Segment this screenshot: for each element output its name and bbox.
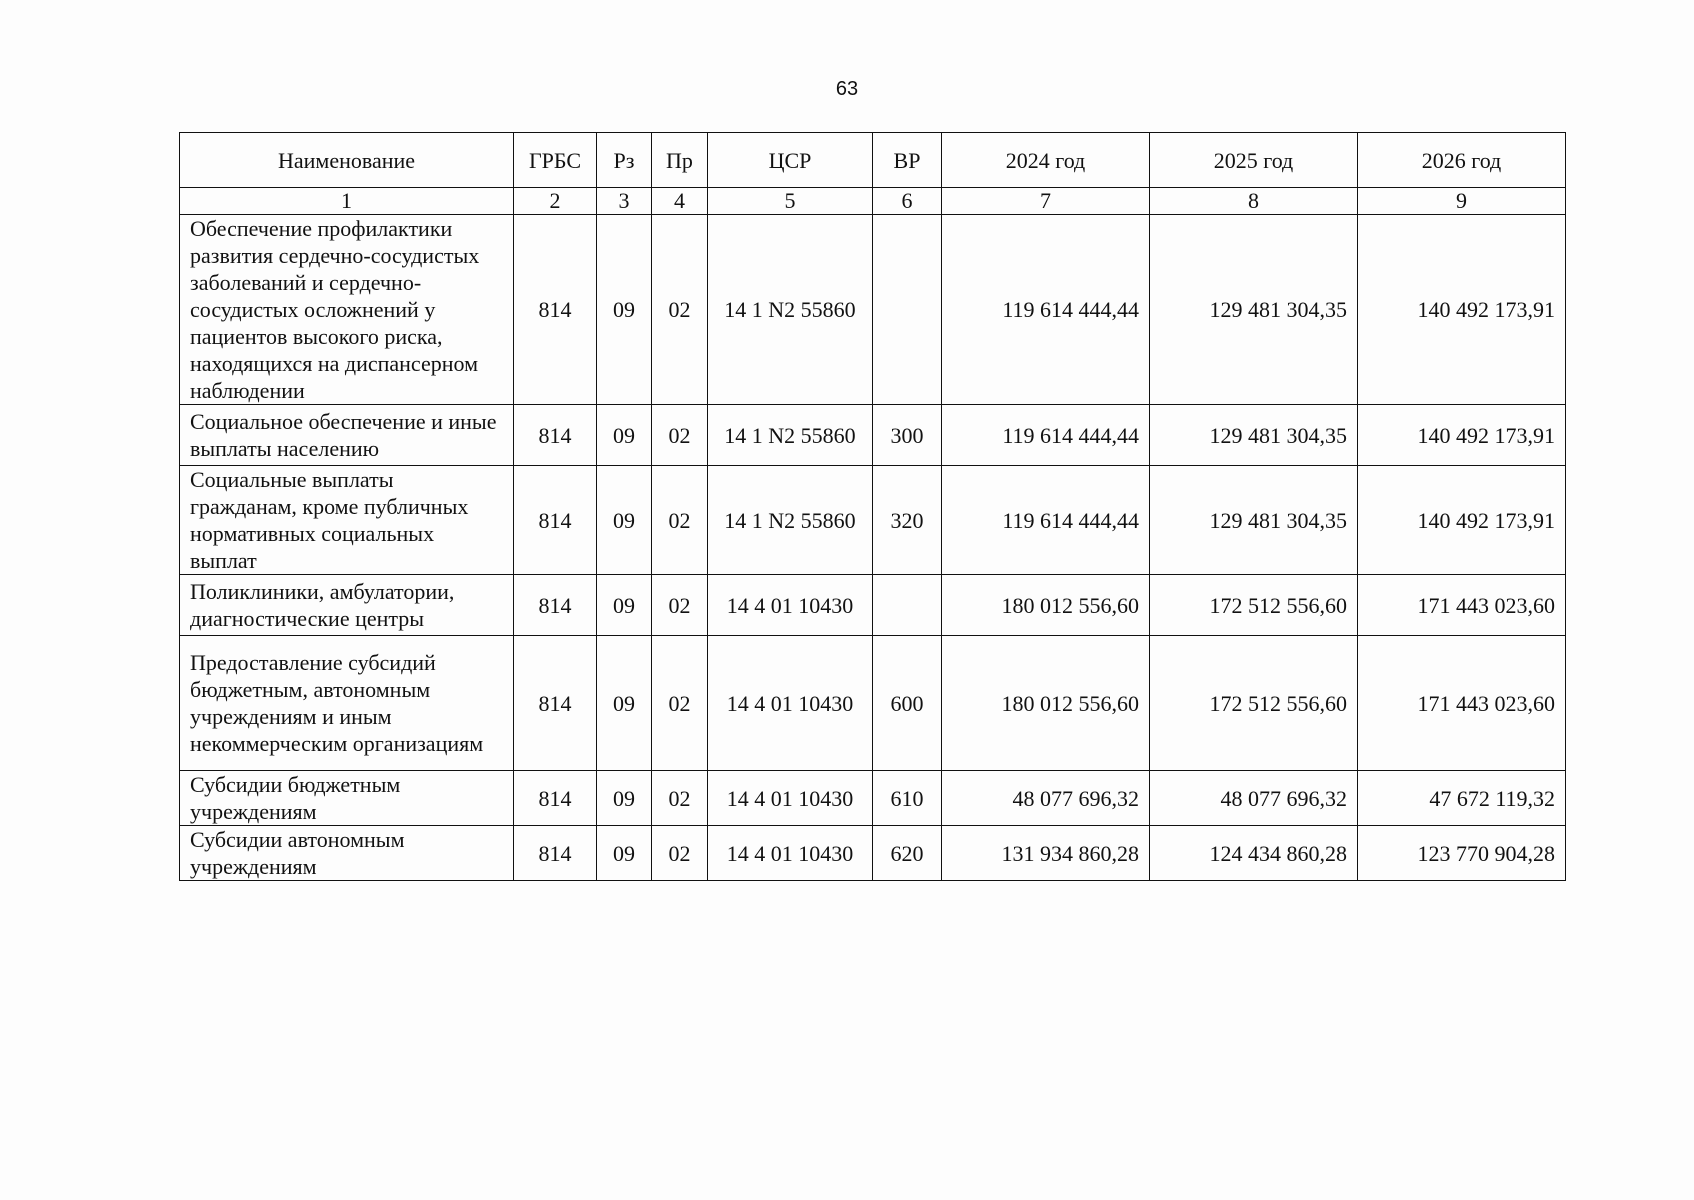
cell-pr: 02: [652, 215, 708, 405]
cell-2026: 123 770 904,28: [1358, 826, 1566, 881]
cell-csr: 14 1 N2 55860: [708, 466, 873, 575]
cell-name: Обеспечение профилактики развития сердечно-сосудистых заболеваний и сердечно-сосудистых осложнений у пациентов высокого риска, находящихся на диспансерном наблюдении: [180, 215, 514, 405]
cell-2024: 48 077 696,32: [942, 771, 1150, 826]
header-grbs: ГРБС: [514, 133, 597, 188]
cell-2026: 171 443 023,60: [1358, 636, 1566, 771]
cell-grbs: 814: [514, 575, 597, 636]
cell-csr: 14 1 N2 55860: [708, 405, 873, 466]
header-pr: Пр: [652, 133, 708, 188]
cell-grbs: 814: [514, 405, 597, 466]
table-row: [180, 771, 1566, 826]
cell-2026: 140 492 173,91: [1358, 405, 1566, 466]
column-number: 4: [652, 188, 708, 215]
cell-2025: 129 481 304,35: [1150, 405, 1358, 466]
cell-rz: 09: [597, 215, 652, 405]
header-csr: ЦСР: [708, 133, 873, 188]
page-number: 63: [835, 78, 859, 100]
cell-csr: 14 4 01 10430: [708, 575, 873, 636]
column-number: 9: [1358, 188, 1566, 215]
cell-csr: 14 4 01 10430: [708, 636, 873, 771]
cell-pr: 02: [652, 636, 708, 771]
cell-grbs: 814: [514, 636, 597, 771]
cell-pr: 02: [652, 826, 708, 881]
column-number: 1: [180, 188, 514, 215]
header-2025: 2025 год: [1150, 133, 1358, 188]
header-rz: Рз: [597, 133, 652, 188]
table-column-number-row: [180, 188, 1566, 215]
cell-2024: 131 934 860,28: [942, 826, 1150, 881]
cell-2025: 48 077 696,32: [1150, 771, 1358, 826]
cell-pr: 02: [652, 575, 708, 636]
cell-name: Социальные выплаты гражданам, кроме публичных нормативных социальных выплат: [180, 466, 514, 575]
cell-rz: 09: [597, 636, 652, 771]
cell-rz: 09: [597, 826, 652, 881]
cell-grbs: 814: [514, 466, 597, 575]
cell-rz: 09: [597, 771, 652, 826]
column-number: 3: [597, 188, 652, 215]
cell-2025: 129 481 304,35: [1150, 215, 1358, 405]
table-header-row: [180, 133, 1566, 188]
cell-pr: 02: [652, 771, 708, 826]
table-row: [180, 466, 1566, 575]
cell-name: Предоставление субсидий бюджетным, автономным учреждениям и иным некоммерческим организациям: [180, 636, 514, 771]
cell-grbs: 814: [514, 826, 597, 881]
cell-2026: 140 492 173,91: [1358, 215, 1566, 405]
cell-grbs: 814: [514, 771, 597, 826]
cell-name: Поликлиники, амбулатории, диагностические центры: [180, 575, 514, 636]
cell-2026: 47 672 119,32: [1358, 771, 1566, 826]
cell-2025: 172 512 556,60: [1150, 636, 1358, 771]
budget-table: [179, 132, 1566, 881]
cell-rz: 09: [597, 405, 652, 466]
table-row: [180, 826, 1566, 881]
cell-name: Субсидии автономным учреждениям: [180, 826, 514, 881]
header-vr: ВР: [873, 133, 942, 188]
cell-2025: 172 512 556,60: [1150, 575, 1358, 636]
cell-vr: 620: [873, 826, 942, 881]
column-number: 6: [873, 188, 942, 215]
header-2026: 2026 год: [1358, 133, 1566, 188]
cell-2024: 180 012 556,60: [942, 575, 1150, 636]
cell-rz: 09: [597, 466, 652, 575]
header-name: Наименование: [180, 133, 514, 188]
cell-2024: 119 614 444,44: [942, 466, 1150, 575]
cell-vr: 610: [873, 771, 942, 826]
cell-name: Субсидии бюджетным учреждениям: [180, 771, 514, 826]
cell-pr: 02: [652, 405, 708, 466]
cell-csr: 14 4 01 10430: [708, 826, 873, 881]
cell-vr: [873, 575, 942, 636]
cell-rz: 09: [597, 575, 652, 636]
cell-2025: 124 434 860,28: [1150, 826, 1358, 881]
cell-pr: 02: [652, 466, 708, 575]
cell-vr: 300: [873, 405, 942, 466]
cell-vr: 320: [873, 466, 942, 575]
cell-2025: 129 481 304,35: [1150, 466, 1358, 575]
cell-2024: 180 012 556,60: [942, 636, 1150, 771]
column-number: 2: [514, 188, 597, 215]
header-2024: 2024 год: [942, 133, 1150, 188]
cell-vr: 600: [873, 636, 942, 771]
cell-2024: 119 614 444,44: [942, 405, 1150, 466]
cell-grbs: 814: [514, 215, 597, 405]
column-number: 7: [942, 188, 1150, 215]
table-row: [180, 215, 1566, 405]
cell-csr: 14 1 N2 55860: [708, 215, 873, 405]
cell-2026: 140 492 173,91: [1358, 466, 1566, 575]
cell-name: Социальное обеспечение и иные выплаты населению: [180, 405, 514, 466]
cell-2026: 171 443 023,60: [1358, 575, 1566, 636]
table-row: [180, 575, 1566, 636]
cell-vr: [873, 215, 942, 405]
cell-csr: 14 4 01 10430: [708, 771, 873, 826]
table-row: [180, 636, 1566, 771]
column-number: 8: [1150, 188, 1358, 215]
cell-2024: 119 614 444,44: [942, 215, 1150, 405]
column-number: 5: [708, 188, 873, 215]
table-row: [180, 405, 1566, 466]
